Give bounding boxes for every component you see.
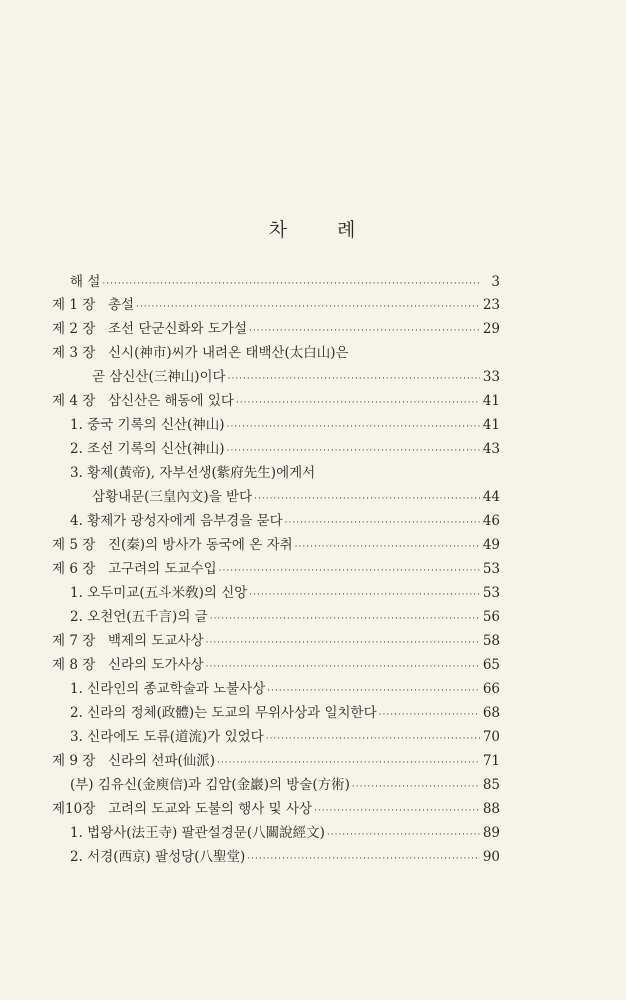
entry-title: 2. 서경(西京) 팔성당(八聖堂) (70, 849, 246, 865)
toc-entry (52, 270, 500, 292)
leader-dots (285, 518, 480, 528)
leader-dots (249, 326, 480, 336)
entry-title: 2. 조선 기록의 신산(神山) (70, 441, 225, 457)
leader-dots (327, 830, 480, 840)
page-number: 71 (482, 753, 500, 769)
chapter-number: 제 6 장 (52, 561, 96, 577)
leader-dots (136, 302, 480, 312)
toc-entry (52, 821, 500, 843)
page-number: 90 (482, 849, 500, 865)
leader-dots (379, 710, 480, 720)
toc-entry (52, 797, 500, 819)
leader-dots (236, 398, 480, 408)
page-number: 88 (482, 801, 500, 817)
leader-dots (219, 566, 480, 576)
title-char-1: 차 (268, 219, 289, 241)
entry-title: 3. 황제(黃帝), 자부선생(紫府先生)에게서 (70, 465, 316, 481)
page-number: 23 (482, 297, 500, 313)
toc-entry (52, 293, 500, 315)
toc-entry (52, 629, 500, 651)
toc-entry (52, 389, 500, 411)
chapter-number: 제 2 장 (52, 321, 96, 337)
page-number: 68 (482, 705, 500, 721)
toc-entry (52, 341, 500, 363)
entry-title: 고려의 도교와 도불의 행사 및 사상 (108, 801, 313, 817)
entry-title: (부) 김유신(金庾信)과 김암(金巖)의 방술(方術) (70, 777, 350, 793)
entry-title: 삼신산은 해동에 있다 (108, 393, 234, 409)
toc-entry (52, 533, 500, 555)
toc-entry (52, 461, 500, 483)
leader-dots (295, 542, 480, 552)
toc-entry (52, 437, 500, 459)
page-number: 58 (482, 633, 500, 649)
toc-entry (52, 677, 500, 699)
entry-title: 신시(神市)씨가 내려온 태백산(太白山)은 (108, 345, 349, 361)
page-number: 53 (482, 585, 500, 601)
leader-dots (228, 374, 480, 384)
toc-entry (52, 773, 500, 795)
entry-title: 3. 신라에도 도류(道流)가 있었다 (70, 729, 264, 745)
chapter-number: 제 3 장 (52, 345, 96, 361)
chapter-number: 제 9 장 (52, 753, 96, 769)
leader-dots (249, 590, 480, 600)
entry-title: 삼황내문(三皇內文)을 받다 (92, 489, 253, 505)
page-number: 89 (482, 825, 500, 841)
leader-dots (206, 662, 480, 672)
page-number: 56 (482, 609, 500, 625)
leader-dots (266, 734, 480, 744)
page-number: 41 (482, 417, 500, 433)
chapter-number: 제 1 장 (52, 297, 96, 313)
entry-title: 1. 중국 기록의 신산(神山) (70, 417, 225, 433)
entry-title: 2. 신라의 정체(政體)는 도교의 무위사상과 일치한다 (70, 705, 377, 721)
title-char-2: 례 (337, 219, 358, 241)
leader-dots (254, 494, 480, 504)
page-number: 3 (491, 274, 500, 290)
entry-title: 4. 황제가 광성자에게 음부경을 묻다 (70, 513, 283, 529)
page-number: 33 (482, 369, 500, 385)
page-number: 41 (482, 393, 500, 409)
toc-entry (52, 317, 500, 339)
chapter-number: 제 5 장 (52, 537, 96, 553)
chapter-number: 제 4 장 (52, 393, 96, 409)
toc-entry (52, 749, 500, 771)
entry-title: 1. 법왕사(法王寺) 팔관설경문(八關說經文) (70, 825, 325, 841)
toc-entry (52, 413, 500, 435)
page-number: 85 (482, 777, 500, 793)
toc-entry (52, 485, 500, 507)
chapter-number: 제 7 장 (52, 633, 96, 649)
entry-title: 신라의 선파(仙派) (108, 753, 216, 769)
leader-dots (267, 686, 480, 696)
leader-dots (217, 758, 480, 768)
chapter-number: 제 8 장 (52, 657, 96, 673)
entry-title: 고구려의 도교수입 (108, 561, 217, 577)
toc-entry (52, 581, 500, 603)
page-number: 66 (482, 681, 500, 697)
toc-entry (52, 701, 500, 723)
entry-title: 조선 단군신화와 도가설 (108, 321, 247, 337)
page-number: 49 (482, 537, 500, 553)
entry-title: 2. 오천언(五千言)의 글 (70, 609, 208, 625)
entry-title: 1. 신라인의 종교학술과 노불사상 (70, 681, 266, 697)
entry-title: 백제의 도교사상 (108, 633, 204, 649)
toc-entry (52, 509, 500, 531)
toc-entry (52, 845, 500, 867)
page-number: 44 (482, 489, 500, 505)
page-number: 65 (482, 657, 500, 673)
page-number: 70 (482, 729, 500, 745)
toc-entry (52, 725, 500, 747)
entry-title: 진(秦)의 방사가 동국에 온 자취 (108, 537, 293, 553)
chapter-number: 해 설 (70, 274, 101, 290)
entry-title: 신라의 도가사상 (108, 657, 204, 673)
leader-dots (206, 638, 480, 648)
leader-dots (227, 422, 480, 432)
toc-entry (52, 605, 500, 627)
page-number: 46 (482, 513, 500, 529)
leader-dots (314, 806, 480, 816)
toc-entry (52, 557, 500, 579)
page-number: 43 (482, 441, 500, 457)
entry-title: 총설 (108, 297, 135, 313)
entry-title: 1. 오두미교(五斗米敎)의 신앙 (70, 585, 248, 601)
toc-entry (52, 365, 500, 387)
leader-dots (247, 854, 480, 864)
page-title (0, 215, 626, 242)
leader-dots (102, 279, 480, 289)
toc-entry (52, 653, 500, 675)
leader-dots (210, 614, 480, 624)
page-number: 29 (482, 321, 500, 337)
chapter-number: 제10장 (52, 801, 96, 817)
page-number: 53 (482, 561, 500, 577)
leader-dots (352, 782, 480, 792)
leader-dots (227, 446, 480, 456)
entry-title: 곧 삼신산(三神山)이다 (92, 369, 226, 385)
